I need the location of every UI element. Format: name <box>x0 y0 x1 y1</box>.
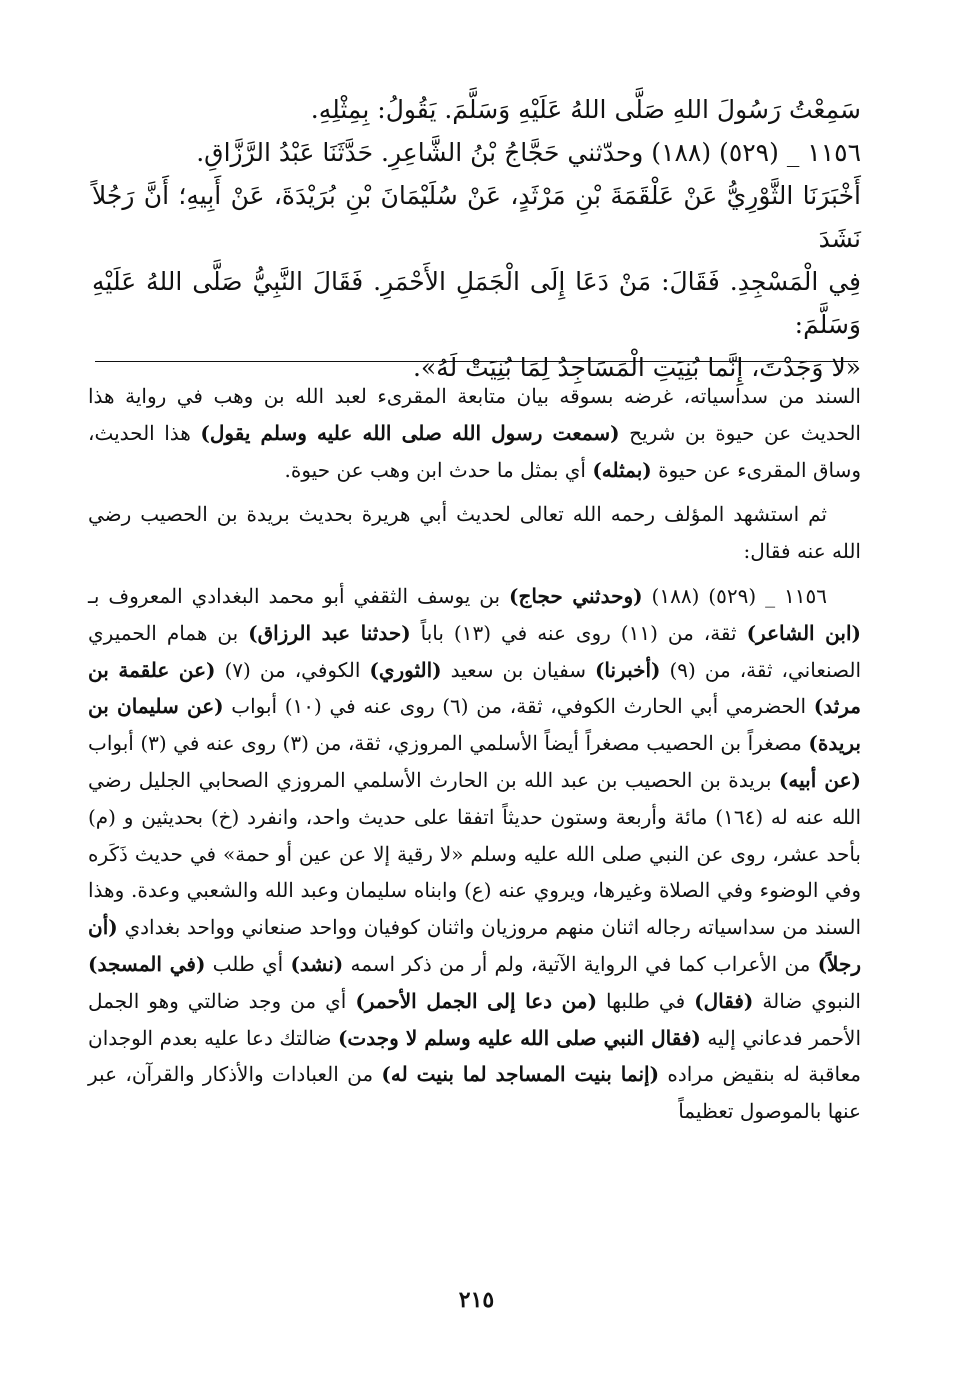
quoted-phrase: (فقال النبي صلى الله عليه وسلم لا وجدت) <box>337 1025 701 1050</box>
commentary-text: في طلبها <box>597 988 695 1013</box>
commentary-text: ثقة، من (١١) روى عنه في (١٣) باباً <box>410 620 747 645</box>
hadith-line: فِي الْمَسْجِدِ. فَقَالَ: مَنْ دَعَا إِلَى الْجَمَلِ الأَحْمَرِ. فَقَالَ النَّبِيُّ صَلَّى اللهُ عَلَيْهِ وَسَلَّمَ: <box>92 267 861 339</box>
page-number: ٢١٥ <box>458 1287 495 1313</box>
commentary-text: سفيان بن سعيد <box>441 657 595 682</box>
hadith-text-block <box>92 88 861 389</box>
commentary-text: النبوي ضالة <box>753 988 861 1013</box>
quoted-phrase: (ابن الشاعر) <box>746 620 861 645</box>
commentary-text: السند من سداسياته، غرضه بسوقه بيان متابعة المقرىء لعبد الله بن وهب في رواية هذا الحديث عن حيوة بن شريح <box>88 384 861 445</box>
commentary-text: هذا الحديث، وساق المقرىء عن حيوة <box>88 420 861 482</box>
commentary-text: بن يوسف الثقفي أبو محمد البغدادي المعروف بـ <box>88 583 510 608</box>
hadith-line: ١١٥٦ _ (٥٢٩) (١٨٨) وحدّثني حَجَّاجُ بْنُ الشَّاعِرِ. حَدَّثَنَا عَبْدُ الرَّزَّاقِ. <box>196 138 861 167</box>
commentary-text: أي بمثل ما حدث ابن وهب عن حيوة. <box>284 457 593 482</box>
quoted-phrase: (أن رجلاً) <box>88 915 861 976</box>
commentary-block <box>88 378 861 1130</box>
quoted-phrase: (إنما بنيت المساجد لما بنيت له) <box>381 1062 660 1087</box>
commentary-text: مصغراً بن الحصيب مصغراً أيضاً الأسلمي المروزي، ثقة، من (٣) روى عنه في (٣) أبواب <box>88 731 809 756</box>
quoted-phrase: (عن سليمان بن بريدة) <box>88 694 861 756</box>
quoted-phrase: (من دعا إلى الجمل الأحمر) <box>355 988 598 1013</box>
quoted-phrase: (في المسجد) <box>88 951 206 976</box>
quoted-phrase: (الثوري) <box>369 657 442 682</box>
quoted-phrase: (عن علقمة بن مرثد) <box>88 657 862 719</box>
quoted-phrase: (حدثنا عبد الرزاق) <box>248 620 411 645</box>
commentary-text: أي من وجد ضالتي وهو الجمل الأحمر فدعاني إليه <box>88 988 862 1050</box>
quoted-phrase: (عن أبيه) <box>778 767 861 792</box>
commentary-text: من الأعراب كما في الرواية الآتية، ولم أر من ذكر اسمه <box>343 951 818 976</box>
quoted-phrase: (أخبرنا) <box>594 657 661 682</box>
commentary-text: من العبادات والأذكار والقرآن، عبر عنها بالموصول تعظيماً <box>88 1062 861 1124</box>
commentary-text: ثم استشهد المؤلف رحمه الله تعالى لحديث أبي هريرة بحديث بريدة بن الحصيب رضي الله عنه فقال: <box>88 502 861 564</box>
commentary-text: بن همام الحميري الصنعاني، ثقة، من (٩) <box>88 620 862 682</box>
commentary-paragraph <box>88 496 861 570</box>
separator-rule <box>95 361 858 362</box>
quoted-phrase: (نشد) <box>290 951 344 976</box>
quoted-phrase: (بمثله) <box>592 457 652 482</box>
hadith-line: سَمِعْتُ رَسُولَ اللهِ صَلَّى اللهُ عَلَيْهِ وَسَلَّمَ. يَقُولُ: بِمِثْلِهِ. <box>310 95 861 124</box>
commentary-text: الحضرمي أبي الحارث الكوفي، ثقة، من (٦) روى عنه في (١٠) أبواب <box>223 694 814 719</box>
hadith-line: أَخْبَرَنَا الثَّوْرِيُّ عَنْ عَلْقَمَةَ بْنِ مَرْثَدٍ، عَنْ سُلَيْمَانَ بْنِ بُرَيْدَةَ، عَنْ أَبِيهِ؛ أَنَّ رَجُلاً نَشَدَ <box>92 181 861 253</box>
quoted-phrase: (فقال) <box>694 988 754 1013</box>
commentary-paragraph <box>88 578 861 1130</box>
commentary-text: ١١٥٦ _ (٥٢٩) (١٨٨) <box>642 583 827 608</box>
quoted-phrase: (سمعت رسول الله صلى الله عليه وسلم يقول) <box>200 420 620 445</box>
commentary-text: بريدة بن الحصيب بن عبد الله بن الحارث الأسلمي المروزي الصحابي الجليل رضي الله عنه له (١٦٤) مائة وأربعة وستون حديثاً اتفقا على حديث واحد، وانفرد (خ) بحديثين و (م) بأحد عشر، روى عن النبي صلى الله عليه وسلم «لا رقية إلا عن عين أو حمة» في حديث ذَكَره وفي الوضوء وفي الصلاة وغيرها، ويروي عنه (ع) وابناه سليمان وعبد الله والشعبي وعدة. وهذا السند من سداسياته رجاله اثنان منهم مروزيان واثنان كوفيان وواحد صنعاني وواحد بغدادي <box>88 767 862 940</box>
commentary-paragraph <box>88 378 861 488</box>
quoted-phrase: (وحدثني حجاج) <box>509 583 643 608</box>
commentary-text: الكوفي، من (٧) <box>215 657 370 682</box>
hadith-line: «لا وَجَدْتَ، إِنَّما بُنِيَتِ الْمَسَاجِدُ لِمَا بُنِيَتْ لَهُ». <box>412 353 861 382</box>
commentary-text: أي طلب <box>205 951 291 976</box>
commentary-text: ضالتك دعا عليه بعدم الوجدان معاقبة له بنقيض مراده <box>88 1025 861 1087</box>
